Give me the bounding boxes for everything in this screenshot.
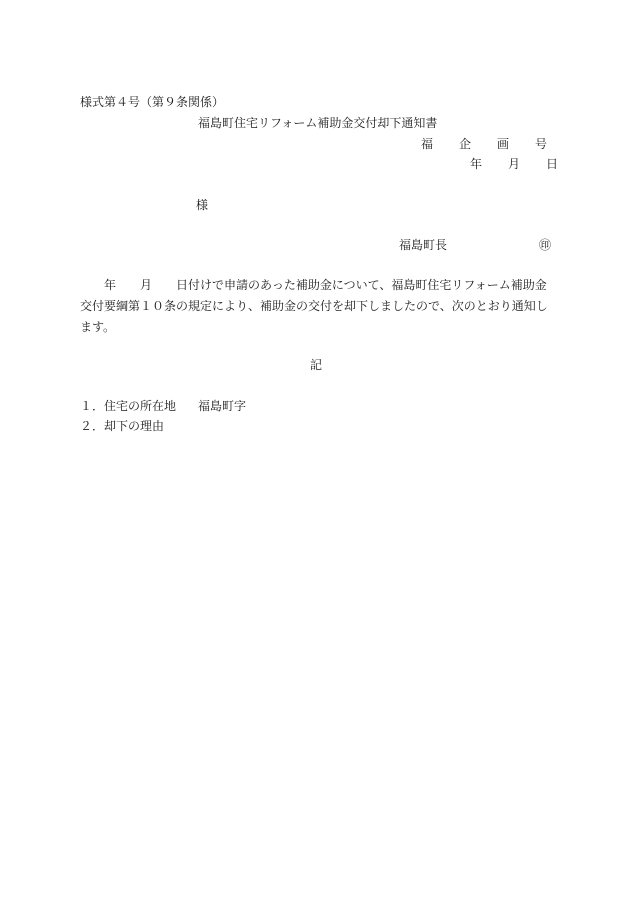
form-number: 様式第４号（第９条関係） xyxy=(80,95,225,109)
addressee-honorific: 様 xyxy=(196,198,209,212)
item-label: ２．却下の理由 xyxy=(80,419,165,433)
list-item xyxy=(80,400,246,412)
document-title: 福島町住宅リフォーム補助金交付却下通知書 xyxy=(198,116,438,130)
reference-char: 号 xyxy=(535,137,548,151)
date-year: 年 xyxy=(470,157,483,171)
item-value: 福島町字 xyxy=(198,399,247,413)
seal-mark: ㊞ xyxy=(539,238,552,252)
sender-name: 福島町長 xyxy=(399,238,448,252)
date-day: 日 xyxy=(546,157,559,171)
body-paragraph: 年 月 日付けで申請のあった補助金について、福島町住宅リフォーム補助金交付要綱第１０条の規定により、補助金の交付を却下しましたので、次のとおり通知します。 xyxy=(80,278,548,334)
reference-char: 企 xyxy=(459,137,472,151)
list-item xyxy=(80,420,164,432)
date-month: 月 xyxy=(508,157,521,171)
item-label: １．住宅の所在地 xyxy=(80,399,177,413)
date-line xyxy=(470,158,558,170)
reference-char: 画 xyxy=(497,137,510,151)
reference-number-line xyxy=(421,138,547,150)
ki-heading: 記 xyxy=(310,358,323,372)
reference-char: 福 xyxy=(421,137,434,151)
